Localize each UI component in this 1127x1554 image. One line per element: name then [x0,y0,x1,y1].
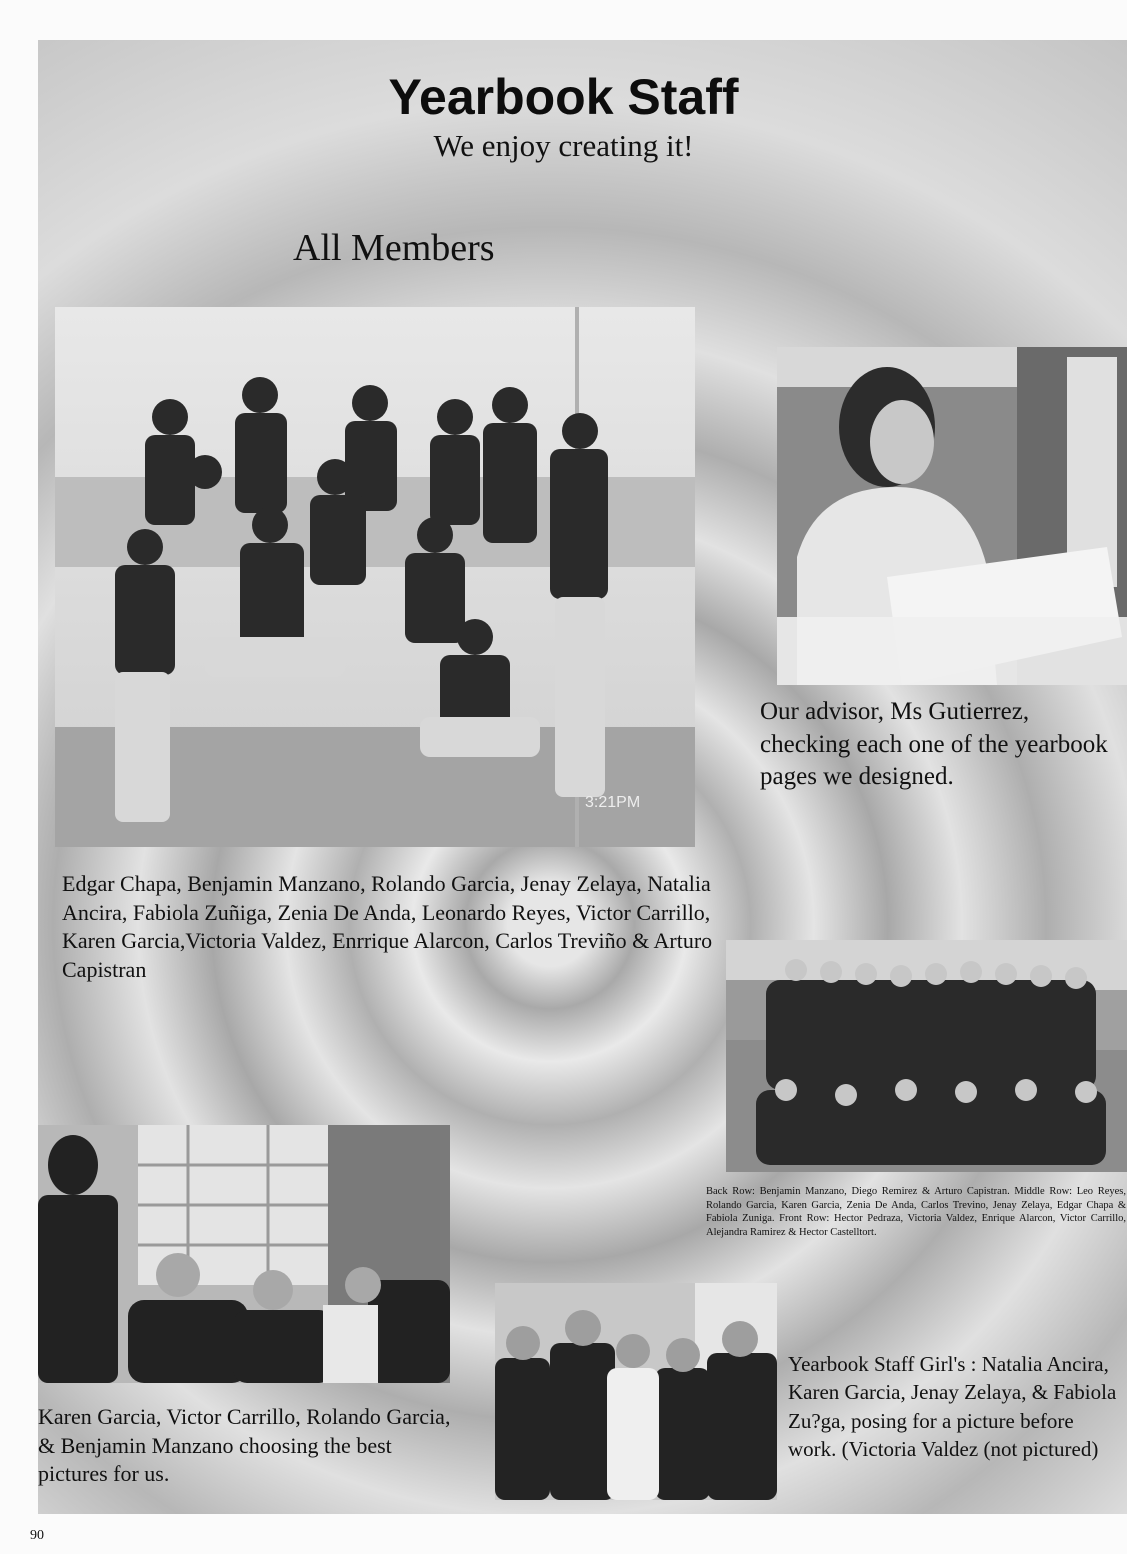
all-members-caption: Edgar Chapa, Benjamin Manzano, Rolando Garcia, Jenay Zelaya, Natalia Ancira, Fabiola Zuñiga, Zenia De Anda, Leonardo Reyes, Victor Carrillo, Karen Garcia,Victoria Valdez, Enrrique Alarcon, Carlos Treviño & Arturo Capistran [62,871,713,982]
section-heading: All Members [293,227,495,269]
page-subtitle: We enjoy creating it! [433,128,694,163]
page-title: Yearbook Staff [388,69,739,125]
page-number: 90 [30,1528,44,1543]
choosing-pictures-caption: Karen Garcia, Victor Carrillo, Rolando Garcia, & Benjamin Manzano choosing the best pictures for us. [38,1404,451,1487]
computer-room-photo [38,1125,450,1383]
advisor-caption: Our advisor, Ms Gutierrez, checking each one of the yearbook pages we designed. [760,698,1108,790]
advisor-photo [777,347,1127,685]
outdoor-rows-caption: Back Row: Benjamin Manzano, Diego Remirez & Arturo Capistran. Middle Row: Leo Reyes, Rolando Garcia, Karen Garcia, Zenia De Anda, Carlos Trevino, Jenay Zelaya, Edgar Chapa & Fabiola Zuniga. Front Row: Hector Pedraza, Victoria Valdez, Enrique Alarcon, Victor Carrillo, Alejandra Ramirez & Hector Castelltort. [706,1186,1126,1238]
girls-caption: Yearbook Staff Girl's : Natalia Ancira, Karen Garcia, Jenay Zelaya, & Fabiola Zu?ga, posing for a picture before work. (Victoria Valdez (not pictured) [788,1352,1117,1462]
outdoor-group-photo [726,940,1127,1172]
group-photo [55,307,695,847]
photo-timestamp: 3:21PM [585,794,641,811]
girls-photo [495,1283,777,1500]
